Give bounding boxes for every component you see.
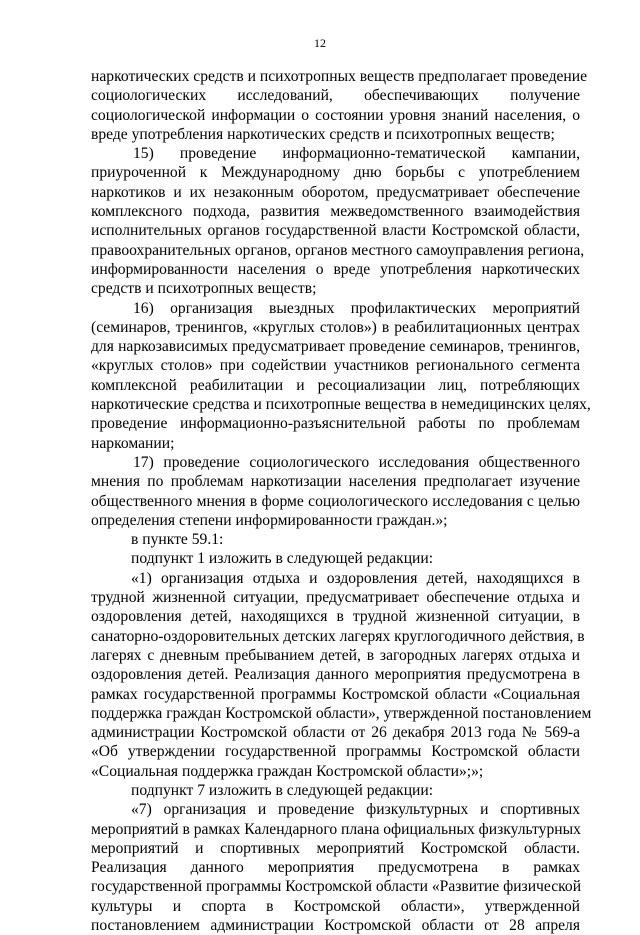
text-line: проведение информационно-разъяснительной работы по проблемам xyxy=(91,415,580,433)
text-line: исполнительных органов государственной власти Костромской области, xyxy=(91,222,580,240)
text-line: вреде употребления наркотических средств и психотропных веществ; xyxy=(91,125,555,143)
text-line: трудной жизненной ситуации, предусматривает обеспечение отдыха и xyxy=(91,589,580,607)
text-line: мероприятий в рамках Календарного плана официальных физкультурных xyxy=(91,820,581,838)
document-body xyxy=(91,67,592,935)
text-line: культуры и спорта в Костромской области», утвержденной xyxy=(91,897,580,915)
text-line: 16) организация выездных профилактических мероприятий xyxy=(133,299,580,317)
text-line: 17) проведение социологического исследования общественного xyxy=(133,453,580,471)
text-line: комплексного подхода, развития межведомственного взаимодействия xyxy=(91,203,580,221)
text-line: комплексной реабилитации и ресоциализации лиц, потребляющих xyxy=(91,376,580,394)
text-line: постановлением администрации Костромской области от 28 апреля xyxy=(91,917,580,935)
text-line: оздоровления детей. Реализация данного мероприятия предусмотрена в xyxy=(91,666,580,684)
text-line: правоохранительных органов, органов местного самоуправления региона, xyxy=(91,241,585,259)
text-line: информированности населения о вреде употребления наркотических xyxy=(91,260,580,278)
text-line: государственной программы Костромской области «Развитие физической xyxy=(91,878,582,896)
text-line: подпункт 7 изложить в следующей редакции: xyxy=(131,781,434,799)
text-line: наркотические средства и психотропные вещества в немедицинских целях, xyxy=(91,396,591,414)
text-line: определения степени информированности граждан.»; xyxy=(91,511,448,529)
text-line: «7) организация и проведение физкультурных и спортивных xyxy=(131,801,580,819)
text-line: Реализация данного мероприятия предусмотрена в рамках xyxy=(91,859,580,877)
text-line: социологической информации о состоянии уровня знаний населения, о xyxy=(91,106,580,124)
text-line: общественного мнения в форме социологического исследования с целью xyxy=(91,492,580,510)
text-line: (семинаров, тренингов, «круглых столов») в реабилитационных центрах xyxy=(91,318,580,336)
text-line: поддержка граждан Костромской области», утвержденной постановлением xyxy=(91,704,592,722)
text-line: наркотических средств и психотропных веществ предполагает проведение xyxy=(91,68,588,85)
text-line: мнения по проблемам наркотизации населения предполагает изучение xyxy=(91,473,580,491)
text-line: санаторно-оздоровительных детских лагерях круглогодичного действия, в xyxy=(91,627,585,645)
text-line: средств и психотропных веществ; xyxy=(91,280,317,298)
text-line: для наркозависимых предусматривает проведение семинаров, тренингов, xyxy=(91,338,580,356)
text-line: социологических исследований, обеспечивающих получение xyxy=(91,87,580,105)
text-line: в пункте 59.1: xyxy=(131,531,224,549)
text-line: мероприятий и спортивных мероприятий Костромской области. xyxy=(91,839,580,857)
text-line: «круглых столов» при содействии участников регионального сегмента xyxy=(91,357,580,375)
text-line: лагерях с дневным пребыванием детей, в загородных лагерях отдыха и xyxy=(91,646,580,664)
text-line: наркотиков и их незаконным оборотом, предусматривает обеспечение xyxy=(91,183,580,201)
text-line: «1) организация отдыха и оздоровления детей, находящихся в xyxy=(131,569,580,587)
text-line: рамках государственной программы Костромской области «Социальная xyxy=(91,685,580,703)
text-line: подпункт 1 изложить в следующей редакции: xyxy=(131,550,434,568)
page-number: 12 xyxy=(314,36,326,50)
text-line: наркомании; xyxy=(91,434,175,452)
text-line: «Социальная поддержка граждан Костромской области»;»; xyxy=(91,762,484,780)
text-line: «Об утверждении государственной программы Костромской области xyxy=(91,743,580,761)
text-line: оздоровления детей, находящихся в трудной жизненной ситуации, в xyxy=(91,608,580,626)
text-line: администрации Костромской области от 26 декабря 2013 года № 569-а xyxy=(91,724,580,742)
text-line: приуроченной к Международному дню борьбы с употреблением xyxy=(91,164,580,182)
text-line: 15) проведение информационно-тематической кампании, xyxy=(133,145,580,163)
